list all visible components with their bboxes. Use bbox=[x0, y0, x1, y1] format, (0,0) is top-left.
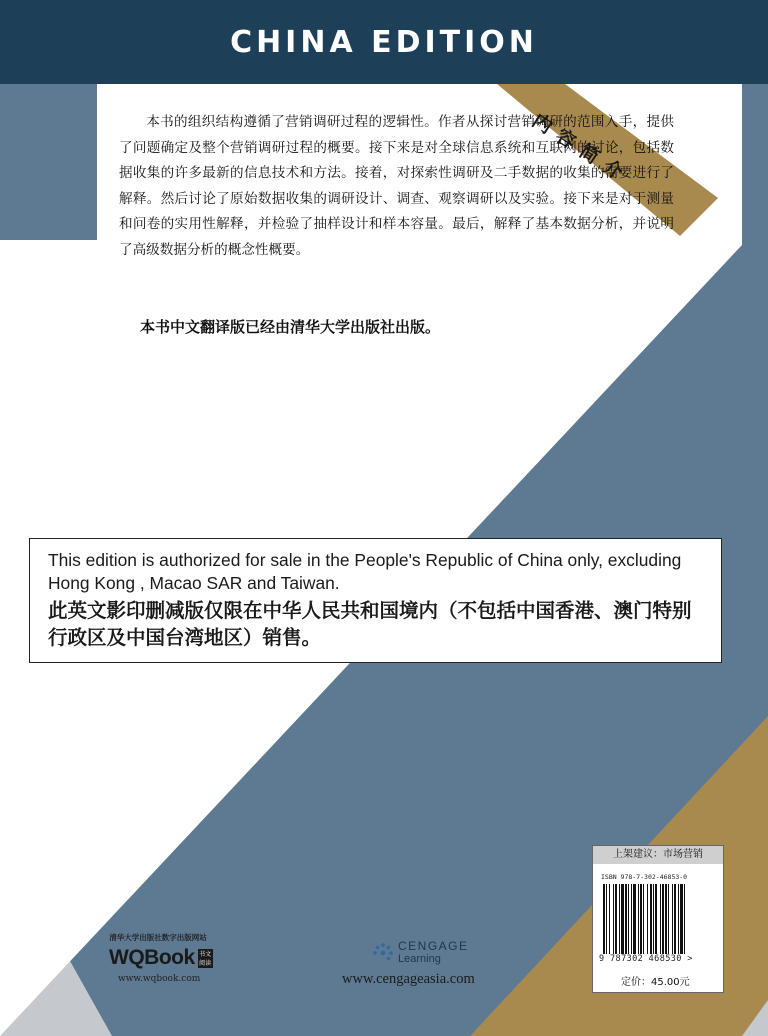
barcode-panel bbox=[592, 845, 724, 993]
sales-restriction-notice bbox=[29, 538, 722, 663]
wqbook-caption: 清华大学出版社数字出版网站 bbox=[109, 933, 207, 942]
book-summary bbox=[119, 110, 674, 263]
cengage-name: CENGAGE bbox=[398, 939, 469, 953]
shelf-category-label: 上架建议：市场营销 bbox=[593, 846, 723, 864]
wqbook-logo-text: WQBook bbox=[109, 946, 195, 969]
wqbook-url[interactable]: www.wqbook.com bbox=[118, 974, 201, 984]
notice-chinese: 此英文影印删减版仅限在中华人民共和国境内（不包括中国香港、澳门特别行政区及中国台湾地区）销售。 bbox=[48, 599, 692, 649]
isbn-number: ISBN 978-7-302-46853-0 bbox=[601, 873, 688, 881]
cengage-subtitle: Learning bbox=[398, 953, 441, 965]
cengage-url[interactable]: www.cengageasia.com bbox=[342, 971, 475, 987]
cengage-logo bbox=[372, 940, 469, 965]
notice-english: This edition is authorized for sale in the People's Republic of China only, excluding Hong Kong , Macao SAR and Taiwan. bbox=[48, 550, 682, 593]
summary-paragraph: 本书的组织结构遵循了营销调研过程的逻辑性。作者从探讨营销调研的范围入手，提供了问题确定及整个营销调研过程的概要。接下来是对全球信息系统和互联网的讨论，包括数据收集的许多最新的信息技术和方法。接着，对探索性调研及二手数据的收集的需要进行了解释。然后讨论了原始数据收集的调研设计、调查、观察调研以及实验。接下来是对于测量和问卷的实用性解释，并检验了抽样设计和样本容量。最后，解释了基本数据分析，并说明了高级数据分析的概念性概要。 bbox=[119, 114, 674, 258]
translation-note: 本书中文翻译版已经由清华大学出版社出版。 bbox=[140, 318, 441, 336]
cengage-mark-icon bbox=[372, 942, 394, 964]
wqbook-logo bbox=[109, 946, 213, 970]
edition-title: CHINA EDITION bbox=[230, 24, 538, 60]
wqbook-badge: 书文阅读 bbox=[199, 950, 212, 967]
edition-header bbox=[0, 0, 768, 84]
barcode-graphic bbox=[603, 884, 713, 954]
summary-ribbon-label: 内容简介 bbox=[528, 109, 635, 189]
barcode-digits: 9 787302 468530 > bbox=[599, 954, 693, 964]
price-label: 定价：45.00元 bbox=[621, 977, 690, 988]
